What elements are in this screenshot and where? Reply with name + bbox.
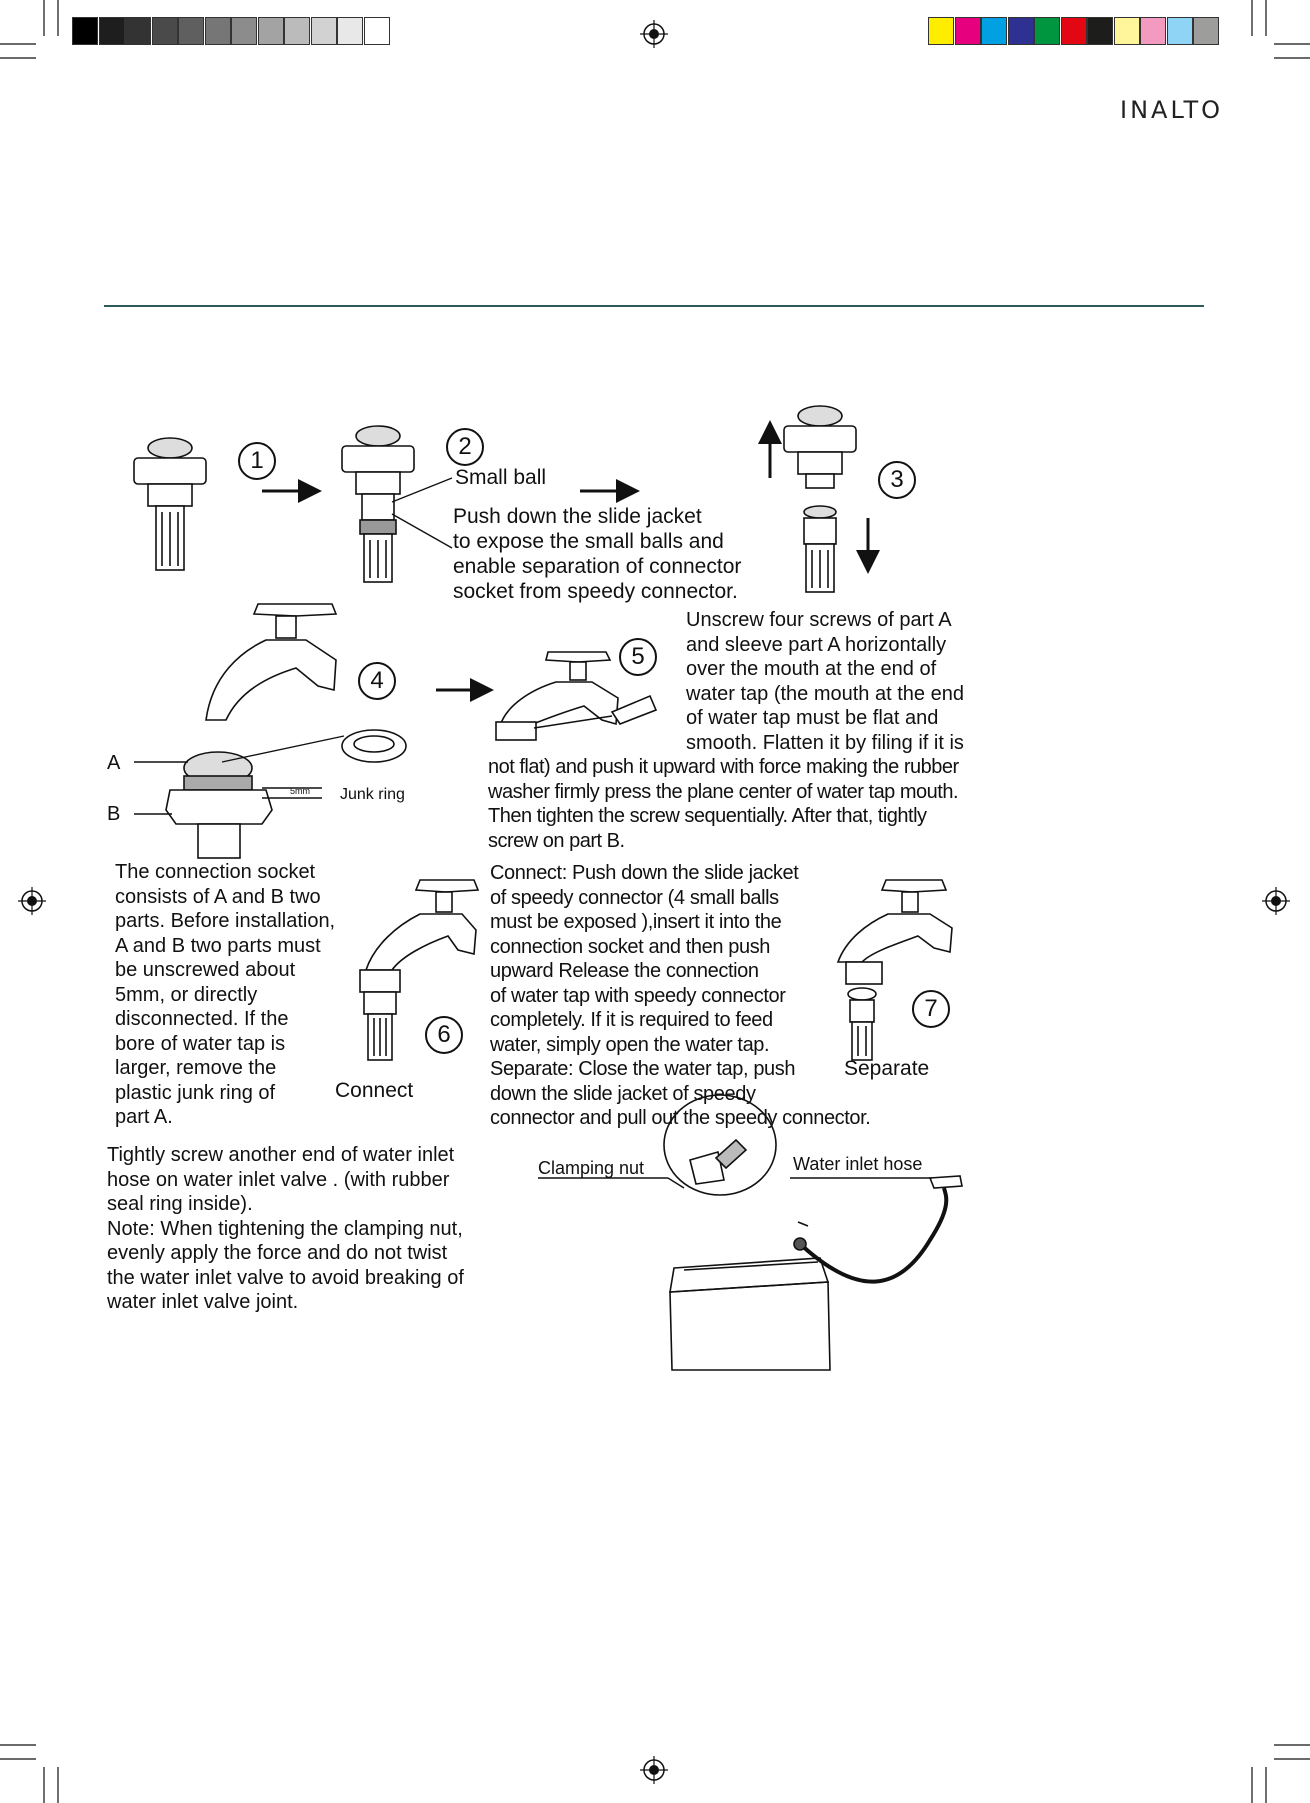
step-7-badge: 7 (912, 990, 950, 1028)
connection-socket-ab-illustration (166, 752, 272, 858)
unscrew-instruction-continued: not flat) and push it upward with force making the rubber washer firmly press the plane center of water tap mouth. Then tighten the screw sequentially. After that, tightly screw on part B. (488, 756, 959, 852)
water-tap-illustration-4 (206, 604, 336, 720)
washing-machine-illustration (664, 1095, 962, 1370)
separate-label: Separate (844, 1057, 930, 1080)
water-tap-with-screwdriver-illustration (496, 652, 656, 740)
step-4-badge: 4 (358, 662, 396, 700)
junk-ring-illustration (342, 730, 406, 762)
junk-ring-label: Junk ring (340, 786, 405, 803)
water-inlet-hose-label: Water inlet hose (793, 1154, 923, 1174)
water-tap-connected-illustration (360, 880, 478, 1060)
part-b-label: B (107, 803, 121, 825)
speedy-connector-illustration-1 (134, 438, 206, 570)
five-mm-label: 5mm (290, 786, 310, 796)
part-a-label: A (107, 752, 121, 774)
speedy-connector-illustration-3 (804, 506, 836, 592)
connection-socket-illustration-3 (784, 406, 856, 488)
step-5-badge: 5 (619, 638, 657, 676)
push-down-instruction: Push down the slide jacket to expose the small balls and enable separation of connector socket from speedy connector. (453, 505, 742, 603)
step-1-badge: 1 (238, 442, 276, 480)
step-6-badge: 6 (425, 1016, 463, 1054)
step-3-badge: 3 (878, 461, 916, 499)
unscrew-instruction: Unscrew four screws of part A and sleeve part A horizontally over the mouth at the end of water tap (the mouth at the end of water tap must be flat and smooth. Flatten it by filing if it is (686, 609, 964, 754)
inlet-hose-note: Tightly screw another end of water inlet hose on water inlet valve . (with rubber seal ring inside). Note: When tightening the clamping nut, evenly apply the force and do not twist the water inlet valve to avoid breaking of water inlet valve joint. (107, 1144, 464, 1313)
speedy-connector-illustration-2 (342, 426, 414, 582)
connect-label: Connect (335, 1079, 414, 1102)
connect-separate-instruction: Connect: Push down the slide jacket of speedy connector (4 small balls must be exposed ),insert it into the connection socket and then push upward Release the connection of water tap with speedy connector completely. If it is required to feed water, simply open the water tap. Separate: Close the water tap, push down the slide jacket of speedy connector and pull out the speedy connector. (490, 862, 871, 1129)
step-2-badge: 2 (446, 428, 484, 466)
connection-socket-description: The connection socket consists of A and B two parts. Before installation, A and B two parts must be unscrewed about 5mm, or directly disconnected. If the bore of water tap is larger, remove the plastic junk ring of part A. (115, 861, 336, 1128)
brand-logo: INALTO (1120, 96, 1224, 124)
clamping-nut-label: Clamping nut (538, 1158, 645, 1178)
small-ball-label: Small ball (455, 466, 547, 489)
